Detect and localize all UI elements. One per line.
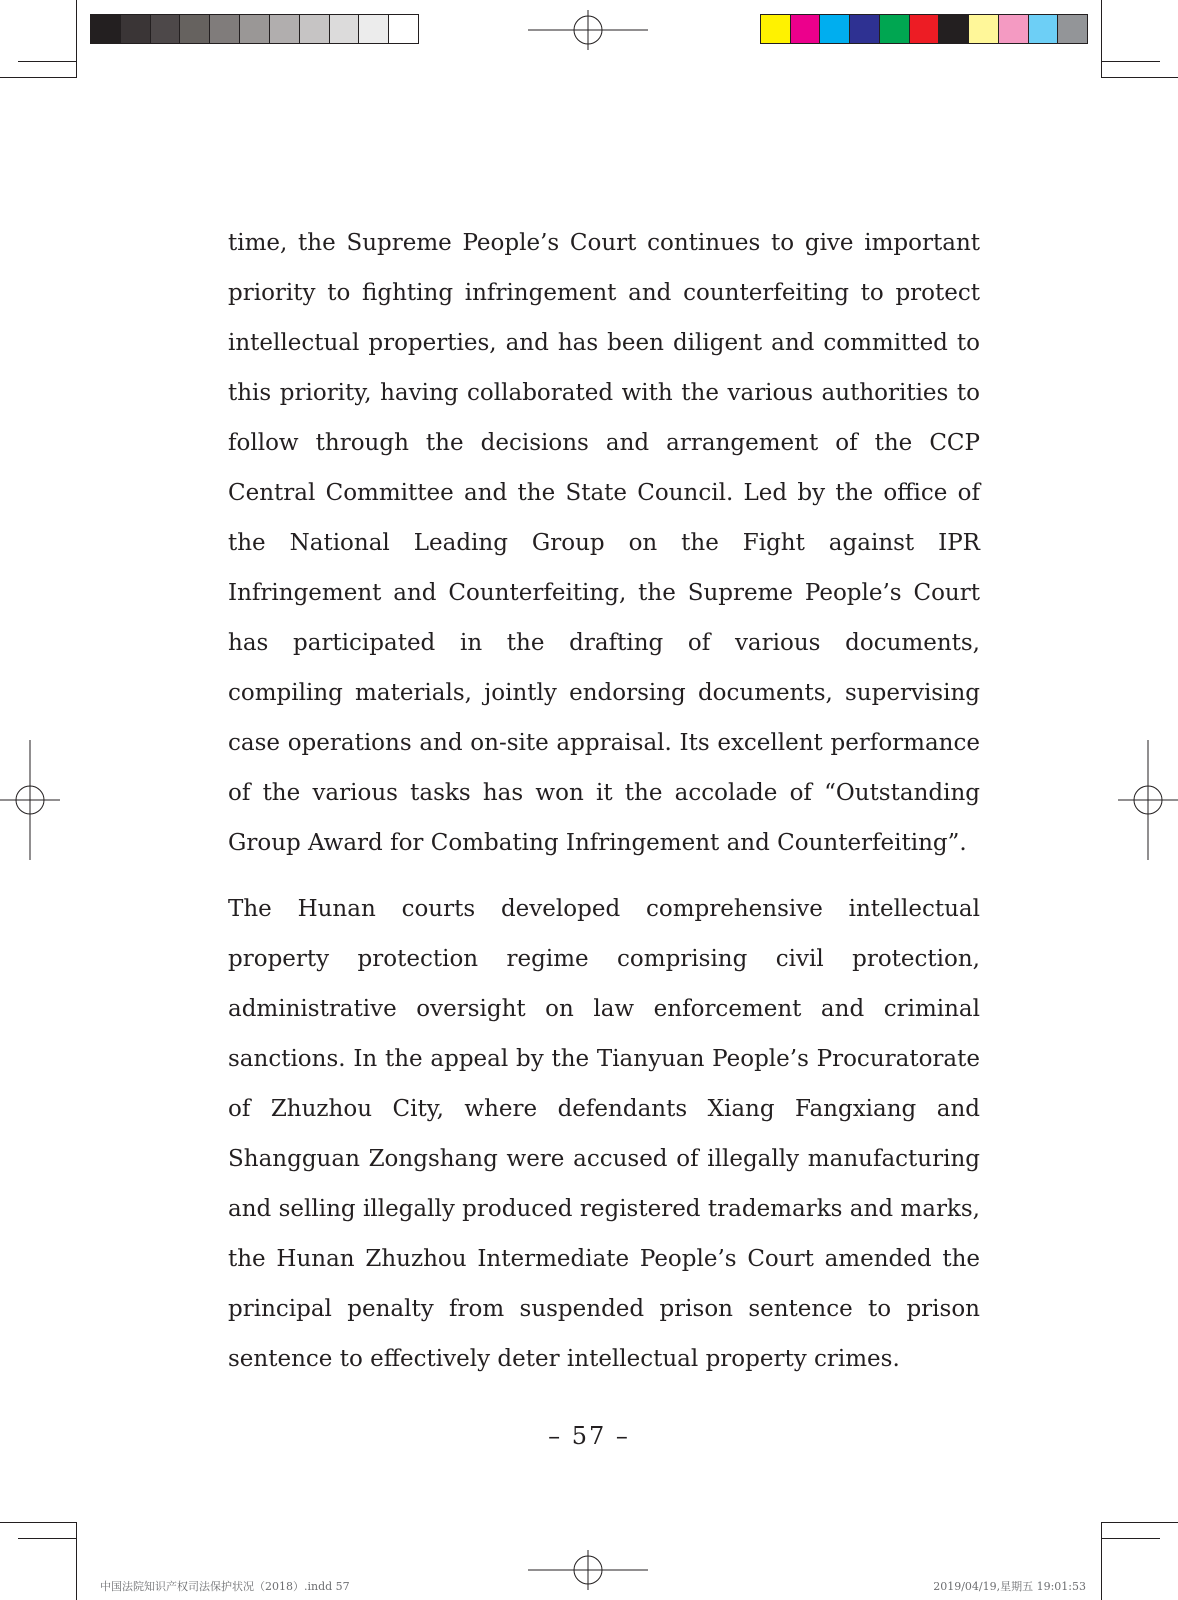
- registration-mark-left-icon: [0, 740, 60, 860]
- crop-mark-bottom-left-short: [18, 1538, 76, 1539]
- color-swatch-6: [910, 15, 940, 43]
- document-body: [228, 218, 980, 1384]
- gray-swatch-10: [359, 15, 389, 43]
- color-swatch-2: [791, 15, 821, 43]
- color-swatch-4: [850, 15, 880, 43]
- gray-swatch-1: [91, 15, 121, 43]
- crop-mark-bottom-right-short: [1102, 1538, 1160, 1539]
- color-swatch-9: [999, 15, 1029, 43]
- crop-mark-top-right-short: [1102, 61, 1160, 62]
- color-swatch-5: [880, 15, 910, 43]
- gray-swatch-3: [151, 15, 181, 43]
- gray-swatch-7: [270, 15, 300, 43]
- registration-mark-bottom-icon: [528, 1550, 648, 1590]
- gray-swatch-bar: [90, 14, 419, 44]
- gray-swatch-6: [240, 15, 270, 43]
- gray-swatch-5: [210, 15, 240, 43]
- color-swatch-3: [820, 15, 850, 43]
- color-swatch-bar: [760, 14, 1088, 44]
- page-number: – 57 –: [548, 1422, 630, 1450]
- gray-swatch-11: [389, 15, 418, 43]
- color-swatch-8: [969, 15, 999, 43]
- crop-mark-bottom-right-horizontal: [1101, 1522, 1178, 1523]
- crop-mark-top-right-horizontal: [1101, 77, 1178, 78]
- color-swatch-11: [1058, 15, 1087, 43]
- crop-mark-top-left-short: [18, 61, 76, 62]
- registration-mark-top-icon: [528, 10, 648, 50]
- gray-swatch-4: [180, 15, 210, 43]
- paragraph-2: The Hunan courts developed comprehensive intellectual property protection regime comprising civil protection, administrative oversight on law enforcement and criminal sanctions. In the appeal by the Tianyuan People’s Procuratorate of Zhuzhou City, where defendants Xiang Fangxiang and Shangguan Zongshang were accused of illegally manufacturing and selling illegally produced registered trademarks and marks, the Hunan Zhuzhou Intermediate People’s Court amended the principal penalty from suspended prison sentence to prison sentence to effectively deter intellectual property crimes.: [228, 896, 980, 1372]
- crop-mark-top-left-vertical: [76, 0, 77, 78]
- color-swatch-1: [761, 15, 791, 43]
- color-swatch-7: [939, 15, 969, 43]
- crop-mark-top-left-horizontal: [0, 77, 77, 78]
- color-swatch-10: [1029, 15, 1059, 43]
- footer-timestamp: 2019/04/19,星期五 19:01:53: [933, 1580, 1086, 1593]
- crop-mark-top-right-vertical: [1101, 0, 1102, 78]
- crop-mark-bottom-left-vertical: [76, 1522, 77, 1600]
- crop-mark-bottom-left-horizontal: [0, 1522, 77, 1523]
- gray-swatch-2: [121, 15, 151, 43]
- footer-file-info: 中国法院知识产权司法保护状况（2018）.indd 57: [100, 1580, 350, 1593]
- crop-mark-bottom-right-vertical: [1101, 1522, 1102, 1600]
- gray-swatch-9: [330, 15, 360, 43]
- registration-mark-right-icon: [1118, 740, 1178, 860]
- paragraph-1: time, the Supreme People’s Court continues to give important priority to fighting infringement and counterfeiting to protect intellectual properties, and has been diligent and committed to this priority, having collaborated with the various authorities to follow through the decisions and arrangement of the CCP Central Committee and the State Council. Led by the office of the National Leading Group on the Fight against IPR Infringement and Counterfeiting, the Supreme People’s Court has participated in the drafting of various documents, compiling materials, jointly endorsing documents, supervising case operations and on-site appraisal. Its excellent performance of the various tasks has won it the accolade of “Outstanding Group Award for Combating Infringement and Counterfeiting”.: [228, 230, 980, 856]
- gray-swatch-8: [300, 15, 330, 43]
